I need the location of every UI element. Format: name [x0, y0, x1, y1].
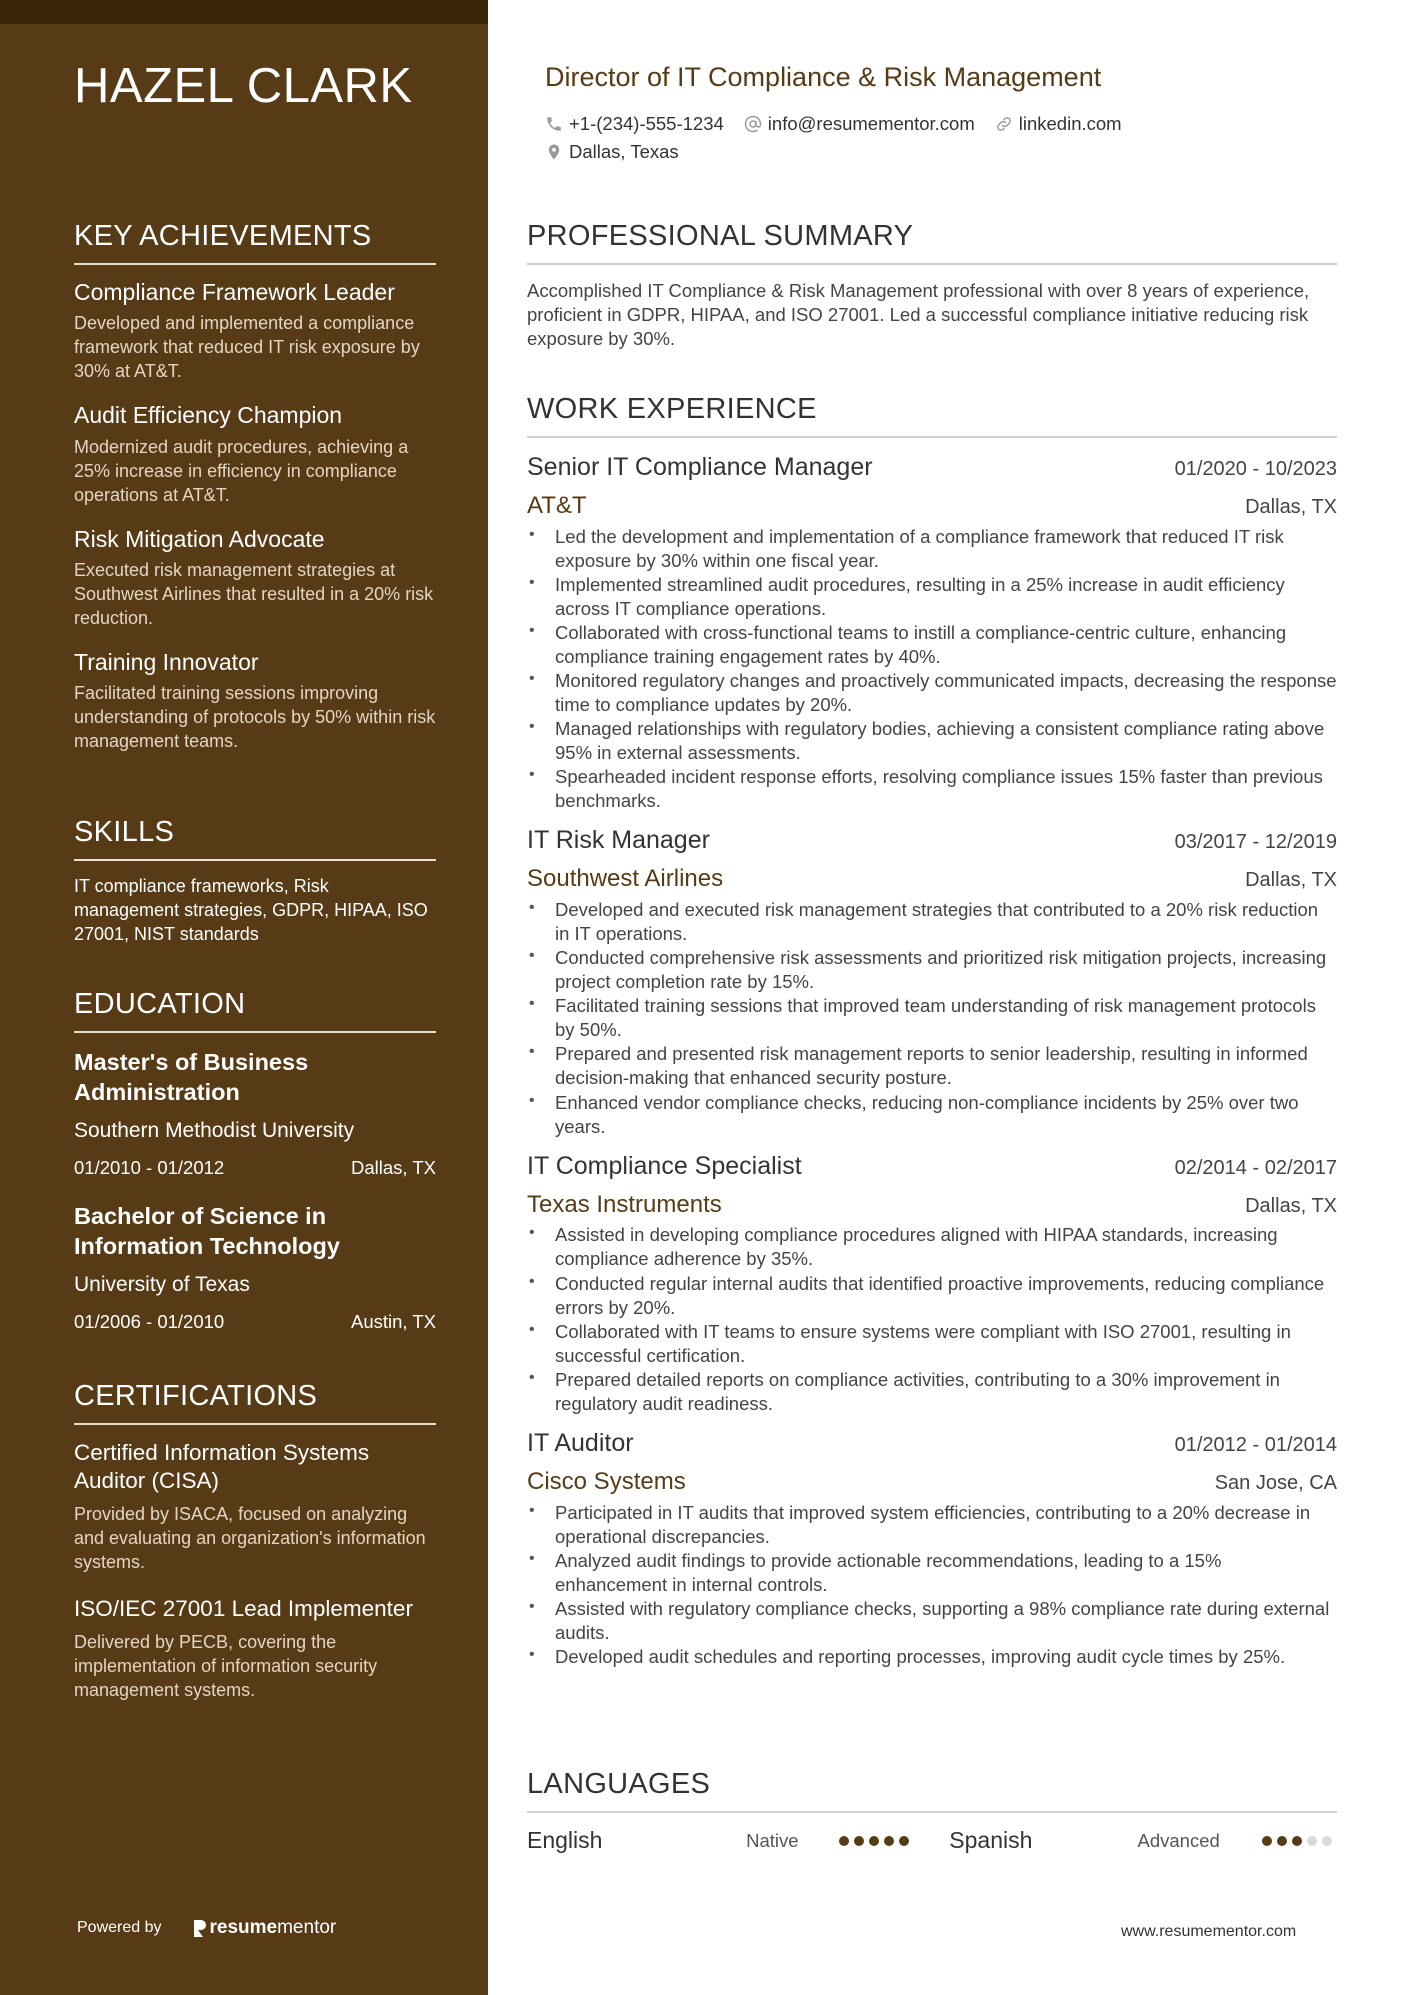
rating-dot-filled: [854, 1836, 864, 1846]
job-bullet: • Analyzed audit findings to provide actionable recommendations, leading to a 15% enhancement in internal controls.: [527, 1549, 1337, 1597]
skills-section: [74, 818, 436, 947]
job-title: IT Compliance Specialist: [527, 1151, 802, 1180]
summary-text: Accomplished IT Compliance & Risk Management professional with over 8 years of experience, proficient in GDPR, HIPAA, and ISO 27001. Led a successful compliance initiative reducing risk exposure by 30%.: [527, 280, 1310, 350]
job-entry: [527, 452, 1337, 813]
certifications-heading: CERTIFICATIONS: [74, 1382, 436, 1425]
job-bullet: • Developed audit schedules and reporting processes, improving audit cycle times by 25%.: [527, 1645, 1337, 1669]
company-name: AT&T: [527, 492, 587, 519]
job-bullets: [527, 898, 1337, 1138]
education-section: [74, 990, 436, 1354]
language-rating: [1262, 1836, 1337, 1846]
company-name: Southwest Airlines: [527, 865, 724, 893]
job-title: Senior IT Compliance Manager: [527, 453, 873, 481]
link-icon: [995, 115, 1013, 133]
job-company-row: [527, 865, 1337, 894]
job-bullet: • Spearheaded incident response efforts, resolving compliance issues 15% faster than previous benchmarks.: [527, 765, 1337, 813]
job-bullet: • Prepared and presented risk management reports to senior leadership, resulting in informed decision-making that enhanced security posture.: [527, 1042, 1337, 1090]
contact-row-2: [545, 143, 699, 162]
resumementor-logo-icon: [192, 1919, 206, 1938]
language-level: Advanced: [1137, 1829, 1220, 1851]
rating-dot-filled: [1262, 1836, 1272, 1846]
job-dates: 02/2014 - 02/2017: [1174, 1156, 1337, 1179]
education-heading: EDUCATION: [74, 990, 436, 1033]
experience-section: [527, 395, 1337, 1681]
edu-location: Austin, TX: [350, 1310, 436, 1332]
job-bullet: • Facilitated training sessions that improved team understanding of risk management protocols by 50%.: [527, 994, 1337, 1042]
rating-dot-empty: [1307, 1836, 1317, 1846]
powered-by: [77, 1917, 336, 1939]
edu-degree: Bachelor of Science in Information Technology: [74, 1202, 340, 1259]
brand-bold: resume: [209, 1917, 278, 1938]
experience-heading: WORK EXPERIENCE: [527, 395, 1337, 438]
job-title: IT Auditor: [527, 1428, 634, 1457]
cert-desc: Provided by ISACA, focused on analyzing and evaluating an organization's information systems.: [74, 1504, 426, 1573]
job-bullet: • Participated in IT audits that improved system efficiencies, contributing to a 20% decrease in operational discrepancies.: [527, 1501, 1337, 1549]
job-location: Dallas, TX: [1245, 1194, 1337, 1217]
key-achievements-heading: KEY ACHIEVEMENTS: [74, 222, 436, 265]
footer-url[interactable]: www.resumementor.com: [1121, 1923, 1297, 1940]
summary-section: [527, 222, 1337, 351]
edu-meta-row: [74, 1157, 436, 1178]
job-bullet: • Assisted in developing compliance procedures aligned with HIPAA standards, increasing compliance adherence by 35%.: [527, 1223, 1337, 1271]
certifications-section: [74, 1382, 436, 1723]
job-bullet: • Developed and executed risk management strategies that contributed to a 20% risk reduction in IT operations.: [527, 898, 1337, 946]
job-bullet: • Prepared detailed reports on compliance activities, contributing to a 30% improvement in regulatory audit readiness.: [527, 1368, 1337, 1416]
edu-meta-row: [74, 1311, 436, 1332]
job-bullet: • Conducted regular internal audits that identified proactive improvements, reducing compliance errors by 20%.: [527, 1272, 1337, 1320]
location-pin-icon: [545, 143, 563, 161]
job-location: Dallas, TX: [1245, 869, 1337, 892]
job-bullet: • Assisted with regulatory compliance checks, supporting a 98% compliance rate during external audits.: [527, 1597, 1337, 1645]
job-location: Dallas, TX: [1245, 496, 1337, 518]
languages-section: [527, 1770, 1337, 1854]
job-company-row: [527, 1191, 1337, 1220]
at-icon: [744, 115, 762, 133]
resumementor-logo[interactable]: [192, 1917, 337, 1939]
job-entry: [527, 825, 1337, 1138]
rating-dot-filled: [869, 1836, 879, 1846]
brand-light: mentor: [277, 1917, 337, 1938]
company-name: Texas Instruments: [527, 1190, 722, 1218]
language-level: Native: [746, 1829, 799, 1851]
email-text: info@resumementor.com: [767, 113, 975, 134]
edu-school: Southern Methodist University: [74, 1119, 355, 1143]
rating-dot-filled: [899, 1836, 909, 1846]
achievement-desc: Executed risk management strategies at Southwest Airlines that resulted in a 20% risk reduction.: [74, 559, 434, 628]
edu-school: University of Texas: [74, 1272, 250, 1296]
job-bullets: [527, 525, 1337, 814]
job-title: IT Risk Manager: [527, 826, 710, 855]
company-name: Cisco Systems: [527, 1467, 686, 1495]
cert-desc: Delivered by PECB, covering the implementation of information security management systems.: [74, 1632, 378, 1701]
language-name: English: [527, 1827, 603, 1853]
job-dates: 01/2012 - 01/2014: [1174, 1433, 1337, 1456]
job-bullet: • Conducted comprehensive risk assessments and prioritized risk mitigation projects, increasing project completion rate by 15%.: [527, 946, 1337, 994]
phone-text: +1-(234)-555-1234: [569, 113, 724, 134]
cert-title: Certified Information Systems Auditor (CISA): [74, 1440, 370, 1494]
location-text: Dallas, Texas: [569, 141, 679, 162]
achievement-desc: Modernized audit procedures, achieving a 25% increase in efficiency in compliance operations at AT&T.: [74, 436, 409, 505]
job-bullets: [527, 1223, 1337, 1415]
achievement-desc: Facilitated training sessions improving understanding of protocols by 50% within risk management teams.: [74, 683, 436, 752]
candidate-name: HAZEL CLARK: [74, 59, 413, 113]
sidebar: [0, 0, 488, 1995]
job-bullet: • Collaborated with IT teams to ensure systems were compliant with ISO 27001, resulting in successful certification.: [527, 1320, 1337, 1368]
job-entry: [527, 1151, 1337, 1416]
rating-dot-filled: [884, 1836, 894, 1846]
sidebar-top-band: [0, 0, 488, 24]
job-dates: 03/2017 - 12/2019: [1174, 831, 1337, 854]
job-dates: 01/2020 - 10/2023: [1174, 458, 1337, 480]
cert-title: ISO/IEC 27001 Lead Implementer: [74, 1596, 413, 1622]
contact-phone[interactable]: [545, 115, 724, 134]
phone-icon: [545, 115, 563, 133]
languages-row: [527, 1827, 1337, 1854]
job-title-row: [527, 1151, 1337, 1181]
edu-location: Dallas, TX: [351, 1157, 436, 1179]
achievement-title: Training Innovator: [74, 648, 259, 675]
job-bullet: • Led the development and implementation of a compliance framework that reduced IT risk exposure by 30% within one fiscal year.: [527, 525, 1337, 573]
key-achievements-section: [74, 222, 436, 772]
achievement-title: Audit Efficiency Champion: [74, 402, 343, 429]
job-bullet: • Monitored regulatory changes and proactively communicated impacts, decreasing the response time to compliance updates by 20%.: [527, 669, 1337, 717]
linkedin-text: linkedin.com: [1018, 113, 1122, 134]
contact-row: [545, 115, 1142, 134]
achievement-desc: Developed and implemented a compliance framework that reduced IT risk exposure by 30% at AT&T.: [74, 313, 420, 382]
job-location: San Jose, CA: [1214, 1471, 1337, 1494]
edu-degree: Master's of Business Administration: [74, 1049, 309, 1106]
job-title-row: [527, 452, 1337, 482]
contact-email[interactable]: [744, 115, 975, 134]
contact-linkedin[interactable]: [995, 115, 1122, 134]
edu-dates: 01/2010 - 01/2012: [74, 1157, 225, 1179]
job-bullet: • Enhanced vendor compliance checks, reducing non-compliance incidents by 25% over two years.: [527, 1091, 1337, 1139]
headline: Director of IT Compliance & Risk Management: [545, 62, 1102, 92]
job-company-row: [527, 492, 1337, 521]
job-company-row: [527, 1468, 1337, 1497]
skills-text: IT compliance frameworks, Risk management strategies, GDPR, HIPAA, ISO 27001, NIST standards: [74, 876, 428, 944]
achievement-title: Risk Mitigation Advocate: [74, 525, 325, 552]
contact-location: [545, 143, 679, 162]
skills-heading: SKILLS: [74, 818, 436, 861]
language-name: Spanish: [949, 1827, 1033, 1853]
job-bullet: • Collaborated with cross-functional teams to instill a compliance-centric culture, enhancing compliance training engagement rates by 40%.: [527, 621, 1337, 669]
achievement-title: Compliance Framework Leader: [74, 279, 395, 305]
job-title-row: [527, 825, 1337, 855]
job-title-row: [527, 1428, 1337, 1458]
summary-heading: PROFESSIONAL SUMMARY: [527, 222, 1337, 265]
powered-by-label: Powered by: [77, 1919, 162, 1936]
languages-heading: LANGUAGES: [527, 1770, 1337, 1813]
language-rating: [839, 1836, 950, 1846]
rating-dot-filled: [839, 1836, 849, 1846]
edu-dates: 01/2006 - 01/2010: [74, 1310, 225, 1332]
job-bullet: • Managed relationships with regulatory bodies, achieving a consistent compliance rating above 95% in external assessments.: [527, 717, 1337, 765]
job-entry: [527, 1428, 1337, 1669]
job-bullets: [527, 1501, 1337, 1669]
rating-dot-filled: [1277, 1836, 1287, 1846]
job-bullet: • Implemented streamlined audit procedures, resulting in a 25% increase in audit efficiency across IT compliance operations.: [527, 573, 1337, 621]
rating-dot-empty: [1322, 1836, 1332, 1846]
rating-dot-filled: [1292, 1836, 1302, 1846]
